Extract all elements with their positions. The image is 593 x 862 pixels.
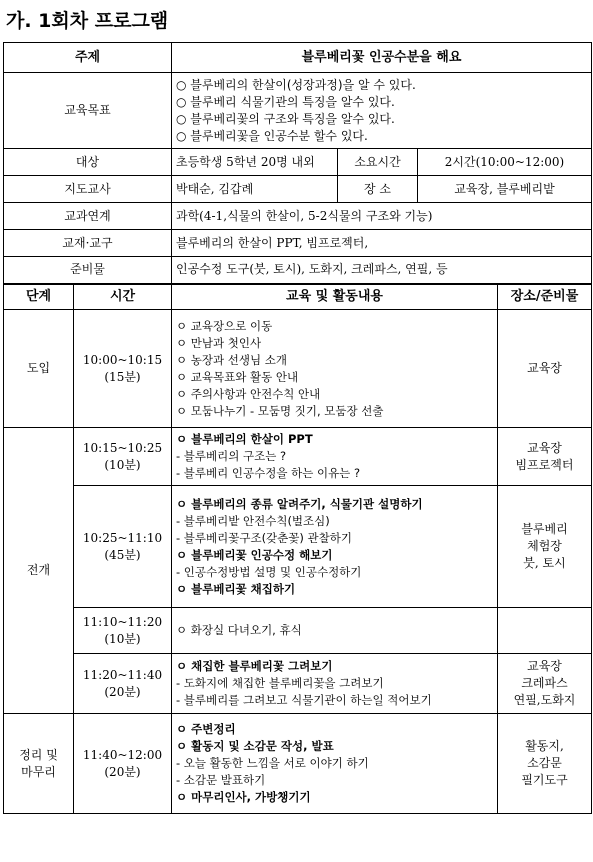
- place-item: 붓, 토시: [523, 556, 566, 570]
- activity-item: - 소감문 발표하기: [176, 773, 266, 787]
- content-header: 교육 및 활동내용: [172, 284, 498, 310]
- place-item: 체험장: [527, 539, 562, 553]
- time-cell: [74, 714, 172, 814]
- place-item: 교육장: [527, 440, 562, 455]
- place-item: 소감문: [527, 756, 562, 770]
- time-range: 10:15~10:25: [82, 440, 163, 455]
- goal-item: ○ 블루베리꽃의 구조와 특징을 알수 있다.: [176, 111, 395, 126]
- activity-cell: [172, 608, 498, 654]
- place-cell: [498, 714, 592, 814]
- place-item: 필기도구: [521, 773, 568, 787]
- curriculum-label: 교과연계: [4, 203, 172, 230]
- stage-wrapup-line: 정리 및: [19, 747, 58, 762]
- curriculum-value: 과학(4-1,식물의 한살이, 5-2식물의 구조와 기능): [172, 203, 592, 230]
- activity-item: - 블루베리꽃구조(갖춘꽃) 관찰하기: [176, 530, 352, 545]
- place-item: 블루베리: [521, 522, 568, 536]
- time-range: 11:20~11:40: [82, 667, 163, 682]
- duration-value: 2시간(10:00~12:00): [418, 149, 592, 176]
- topic-label: 주제: [4, 43, 172, 73]
- activity-item: ㅇ 블루베리꽃 인공수정 해보기: [176, 547, 333, 562]
- stage-wrapup: [4, 714, 74, 814]
- time-duration: (15분): [104, 369, 141, 384]
- materials-label: 교재·교구: [4, 230, 172, 257]
- prep-value: 인공수정 도구(붓, 토시), 도화지, 크레파스, 연필, 등: [172, 257, 592, 284]
- activity-item: ㅇ 마무리인사, 가방챙기기: [176, 790, 311, 804]
- activity-item: ㅇ 화장실 다녀오기, 휴식: [176, 623, 302, 637]
- stage-intro: 도입: [4, 310, 74, 428]
- activity-item: - 도화지에 채집한 블루베리꽃을 그려보기: [176, 676, 384, 690]
- time-duration: (20분): [104, 764, 141, 779]
- activity-cell: [172, 486, 498, 608]
- activity-item: - 블루베리밭 안전수칙(벌조심): [176, 513, 330, 528]
- time-range: 11:10~11:20: [82, 614, 163, 629]
- place-item: 활동지,: [525, 739, 564, 753]
- target-label: 대상: [4, 149, 172, 176]
- place-item: 연필,도화지: [513, 693, 576, 707]
- time-duration: (10분): [104, 457, 141, 472]
- place-cell: [498, 428, 592, 486]
- time-cell: [74, 310, 172, 428]
- time-range: 10:25~11:10: [82, 530, 163, 545]
- place-value: 교육장, 블루베리밭: [418, 176, 592, 203]
- page-title: 가. 1회차 프로그램: [6, 10, 169, 32]
- activity-item: - 인공수정방법 설명 및 인공수정하기: [176, 564, 362, 579]
- place-cell: [498, 486, 592, 608]
- teacher-value: 박태순, 김갑례: [172, 176, 338, 203]
- place-item: 교육장: [527, 361, 562, 375]
- activity-item: ㅇ 채집한 블루베리꽃 그려보기: [176, 659, 333, 673]
- activity-item: - 블루베리를 그려보고 식물기관이 하는일 적어보기: [176, 693, 432, 707]
- activity-cell: [172, 714, 498, 814]
- stage-development: 전개: [4, 428, 74, 714]
- target-value: 초등학생 5학년 20명 내외: [172, 149, 338, 176]
- goals-cell: [172, 73, 592, 149]
- activity-item: ㅇ 주변정리: [176, 722, 236, 736]
- program-table: [3, 42, 592, 814]
- activity-item: - 오늘 활동한 느낌을 서로 이야기 하기: [176, 756, 369, 770]
- stage-wrapup-line: 마무리: [21, 764, 56, 779]
- time-duration: (10분): [104, 631, 141, 646]
- activity-cell: [172, 654, 498, 714]
- activity-item: ㅇ 주의사항과 안전수칙 안내: [176, 386, 321, 401]
- time-range: 10:00~10:15: [82, 352, 163, 367]
- time-duration: (20분): [104, 684, 141, 699]
- time-range: 11:40~12:00: [82, 747, 163, 762]
- goal-item: ○ 블루베리 식물기관의 특징을 알수 있다.: [176, 94, 395, 109]
- activity-item: ㅇ 모둠나누기 - 모둠명 짓기, 모둠장 선출: [176, 403, 384, 418]
- place-cell: [498, 654, 592, 714]
- activity-item: ㅇ 블루베리의 종류 알려주기, 식물기관 설명하기: [176, 496, 423, 511]
- time-duration: (45분): [104, 547, 141, 562]
- activity-item: ㅇ 교육장으로 이동: [176, 318, 273, 333]
- activity-item: ㅇ 블루베리의 한살이 PPT: [176, 432, 313, 446]
- place-item: 크레파스: [521, 676, 568, 690]
- time-cell: [74, 486, 172, 608]
- time-cell: [74, 608, 172, 654]
- goal-item: ○ 블루베리의 한살이(성장과정)을 알 수 있다.: [176, 77, 416, 92]
- activity-cell: [172, 310, 498, 428]
- time-cell: [74, 428, 172, 486]
- activity-cell: [172, 428, 498, 486]
- stage-header: 단계: [4, 284, 74, 310]
- place-item: 빔프로젝터: [515, 457, 574, 472]
- teacher-label: 지도교사: [4, 176, 172, 203]
- activity-item: ㅇ 활동지 및 소감문 작성, 발표: [176, 739, 334, 753]
- activity-item: ㅇ 만남과 첫인사: [176, 335, 262, 350]
- duration-label: 소요시간: [338, 149, 418, 176]
- place-header: 장소/준비물: [498, 284, 592, 310]
- activity-item: - 블루베리의 구조는 ?: [176, 449, 287, 463]
- goal-item: ○ 블루베리꽃을 인공수분 할수 있다.: [176, 128, 368, 143]
- activity-item: ㅇ 농장과 선생님 소개: [176, 352, 287, 367]
- materials-value: 블루베리의 한살이 PPT, 빔프로젝터,: [172, 230, 592, 257]
- place-item: 교육장: [527, 659, 562, 673]
- time-cell: [74, 654, 172, 714]
- goals-label: 교육목표: [4, 73, 172, 149]
- prep-label: 준비물: [4, 257, 172, 284]
- activity-item: ㅇ 교육목표와 활동 안내: [176, 369, 299, 384]
- place-cell: [498, 310, 592, 428]
- place-cell-empty: [498, 608, 592, 654]
- activity-item: - 블루베리 인공수정을 하는 이유는 ?: [176, 466, 361, 480]
- topic-value: 블루베리꽃 인공수분을 해요: [172, 43, 592, 73]
- activity-item: ㅇ 블루베리꽃 채집하기: [176, 581, 296, 596]
- place-label: 장 소: [338, 176, 418, 203]
- time-header: 시간: [74, 284, 172, 310]
